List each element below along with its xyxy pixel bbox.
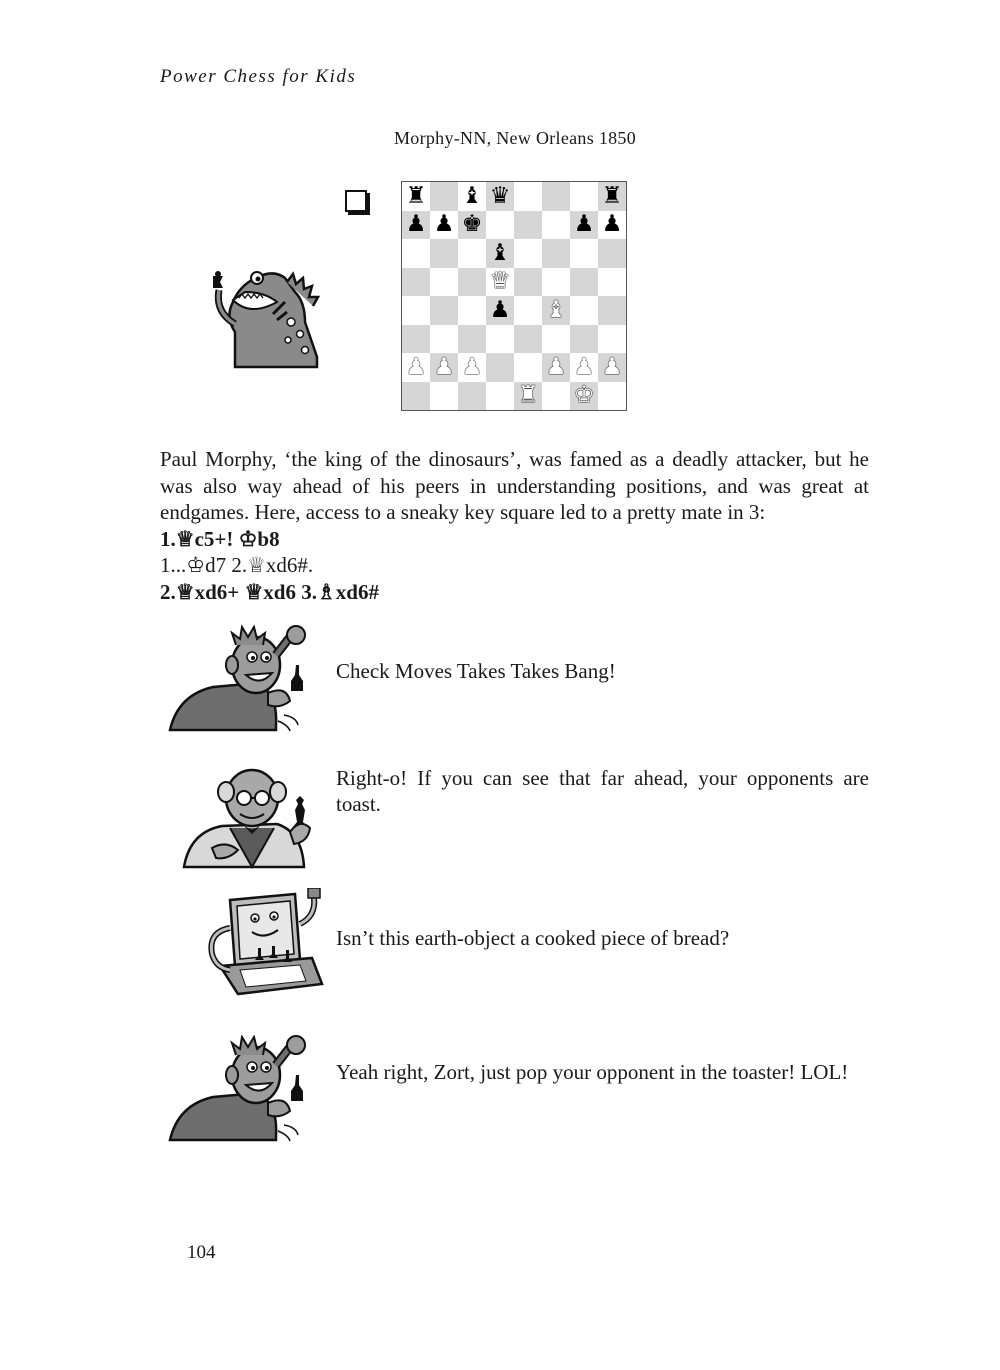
square-c1	[458, 382, 486, 411]
white-to-move-indicator	[345, 190, 367, 212]
chess-diagram	[401, 181, 627, 411]
square-g3	[570, 325, 598, 354]
square-e8	[514, 182, 542, 211]
square-e2	[514, 353, 542, 382]
square-a1	[402, 382, 430, 411]
square-g5	[570, 268, 598, 297]
white-queen-d5: ♛	[486, 268, 514, 297]
computer-character-illustration	[200, 888, 330, 998]
page-number: 104	[187, 1242, 216, 1263]
white-pawn-a2: ♟	[402, 353, 430, 382]
article-body	[160, 446, 869, 605]
white-pawn-h2: ♟	[598, 353, 626, 382]
intro-paragraph: Paul Morphy, ‘the king of the dinosaurs’, was famed as a deadly attacker, but he was also way ahead of his peers in understanding positions, and was great at endgames. Here, access to a sneaky key square led to a pretty mate in 3:	[160, 447, 869, 524]
dinosaur-illustration	[205, 262, 325, 370]
black-king-c7: ♚	[458, 211, 486, 240]
square-a6	[402, 239, 430, 268]
square-d1	[486, 382, 514, 411]
square-a3	[402, 325, 430, 354]
square-d3	[486, 325, 514, 354]
main-line-move-2: 2.♕xd6+ ♕xd6 3.♗xd6#	[160, 579, 379, 604]
square-b3	[430, 325, 458, 354]
square-g6	[570, 239, 598, 268]
square-f6	[542, 239, 570, 268]
black-pawn-a7: ♟	[402, 211, 430, 240]
square-e3	[514, 325, 542, 354]
grandpa-character-illustration	[182, 762, 322, 870]
black-bishop-d6: ♝	[486, 239, 514, 268]
main-line-move-1: 1.♕c5+! ♔b8	[160, 526, 280, 551]
running-head: Power Chess for Kids	[160, 66, 357, 87]
square-b6	[430, 239, 458, 268]
white-bishop-f4: ♝	[542, 296, 570, 325]
dialogue-line-1: Check Moves Takes Takes Bang!	[336, 659, 616, 683]
square-h1	[598, 382, 626, 411]
black-bishop-c8: ♝	[458, 182, 486, 211]
boy-character-illustration	[168, 625, 313, 733]
square-h5	[598, 268, 626, 297]
square-b5	[430, 268, 458, 297]
square-c3	[458, 325, 486, 354]
white-pawn-g2: ♟	[570, 353, 598, 382]
square-f8	[542, 182, 570, 211]
white-pawn-c2: ♟	[458, 353, 486, 382]
square-e7	[514, 211, 542, 240]
square-e4	[514, 296, 542, 325]
black-pawn-d4: ♟	[486, 296, 514, 325]
square-b1	[430, 382, 458, 411]
square-a5	[402, 268, 430, 297]
square-f1	[542, 382, 570, 411]
black-rook-a8: ♜	[402, 182, 430, 211]
black-pawn-b7: ♟	[430, 211, 458, 240]
square-a4	[402, 296, 430, 325]
square-g8	[570, 182, 598, 211]
square-e5	[514, 268, 542, 297]
square-b8	[430, 182, 458, 211]
black-rook-h8: ♜	[598, 182, 626, 211]
square-e6	[514, 239, 542, 268]
square-h4	[598, 296, 626, 325]
diagram-caption: Morphy-NN, New Orleans 1850	[393, 128, 637, 148]
dialogue-line-2: Right-o! If you can see that far ahead, your opponents are toast.	[336, 766, 869, 816]
square-c6	[458, 239, 486, 268]
square-c5	[458, 268, 486, 297]
white-pawn-b2: ♟	[430, 353, 458, 382]
boy-character-illustration	[168, 1035, 313, 1143]
black-pawn-h7: ♟	[598, 211, 626, 240]
black-queen-d8: ♛	[486, 182, 514, 211]
square-f5	[542, 268, 570, 297]
square-g4	[570, 296, 598, 325]
square-f7	[542, 211, 570, 240]
variation-line: 1...♔d7 2.♕xd6#.	[160, 553, 314, 577]
square-f3	[542, 325, 570, 354]
white-king-g1: ♚	[570, 382, 598, 411]
black-pawn-g7: ♟	[570, 211, 598, 240]
dialogue-line-4: Yeah right, Zort, just pop your opponent in the toaster! LOL!	[336, 1060, 849, 1084]
dialogue-line-3: Isn’t this earth-object a cooked piece of bread?	[336, 926, 730, 950]
square-d2	[486, 353, 514, 382]
square-d7	[486, 211, 514, 240]
square-h6	[598, 239, 626, 268]
square-c4	[458, 296, 486, 325]
square-h3	[598, 325, 626, 354]
white-pawn-f2: ♟	[542, 353, 570, 382]
white-rook-e1: ♜	[514, 382, 542, 411]
square-b4	[430, 296, 458, 325]
